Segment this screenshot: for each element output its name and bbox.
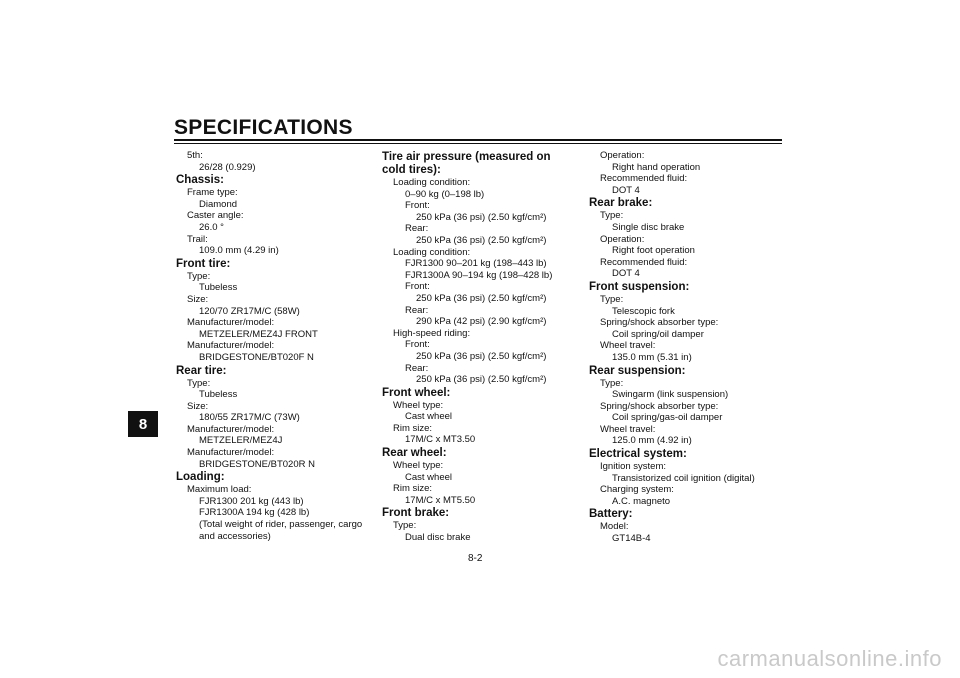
spec-label: Wheel type: xyxy=(393,460,444,472)
watermark: carmanualsonline.info xyxy=(717,646,942,671)
spec-value: Tubeless xyxy=(199,282,238,294)
spec-label: Spring/shock absorber type: xyxy=(600,400,719,412)
section-heading: Chassis: xyxy=(176,174,224,187)
spec-label: Recommended fluid: xyxy=(600,256,688,268)
spec-label: Frame type: xyxy=(187,187,238,199)
section-heading: Rear tire: xyxy=(176,364,227,377)
spec-value: Right foot operation xyxy=(612,245,695,257)
spec-label: Wheel type: xyxy=(393,399,444,411)
spec-label: Wheel travel: xyxy=(600,423,656,435)
section-heading: Battery: xyxy=(589,508,633,521)
spec-value: 180/55 ZR17M/C (73W) xyxy=(199,412,300,424)
page-number: 8-2 xyxy=(468,553,483,564)
spec-value: FJR1300A 90–194 kg (198–428 lb) xyxy=(405,269,553,281)
spec-value: 250 kPa (36 psi) (2.50 kgf/cm²) xyxy=(416,211,547,223)
spec-label: Loading condition: xyxy=(393,177,471,188)
spec-value: Diamond xyxy=(199,198,238,210)
spec-column-2 xyxy=(382,150,582,544)
spec-value: Dual disc brake xyxy=(405,532,471,544)
spec-value: Coil spring/oil damper xyxy=(612,328,704,340)
section-heading: Electrical system: xyxy=(589,448,687,461)
spec-value: 0–90 kg (0–198 lb) xyxy=(405,188,485,200)
spec-value: 250 kPa (36 psi) (2.50 kgf/cm²) xyxy=(416,292,547,304)
spec-value: 109.0 mm (4.29 in) xyxy=(199,245,279,257)
title-rule-thin xyxy=(174,143,782,144)
chapter-tab: 8 xyxy=(128,411,158,437)
section-heading: Tire air pressure (measured on cold tires): xyxy=(382,151,551,176)
section-heading: Front tire: xyxy=(176,257,231,270)
spec-label: Loading condition: xyxy=(393,246,471,258)
spec-label: Type: xyxy=(393,520,417,532)
spec-value: 125.0 mm (4.92 in) xyxy=(612,435,692,447)
spec-value: DOT 4 xyxy=(612,268,640,280)
spec-value: FJR1300 201 kg (443 lb) xyxy=(199,495,304,507)
spec-value: 120/70 ZR17M/C (58W) xyxy=(199,305,300,317)
spec-value: FJR1300 90–201 kg (198–443 lb) xyxy=(405,258,547,270)
spec-label: Type: xyxy=(600,210,624,222)
spec-value: Cast wheel xyxy=(405,471,452,483)
spec-value: 250 kPa (36 psi) (2.50 kgf/cm²) xyxy=(416,234,547,246)
spec-label: Maximum load: xyxy=(187,484,252,496)
spec-value: METZELER/MEZ4J xyxy=(199,435,283,447)
section-heading: Rear suspension: xyxy=(589,364,686,377)
spec-value: 26.0 ° xyxy=(199,221,224,233)
spec-label: Rear: xyxy=(405,362,429,374)
spec-label: Recommended fluid: xyxy=(600,173,688,185)
spec-value: 290 kPa (42 psi) (2.90 kgf/cm²) xyxy=(416,316,547,328)
spec-value: BRIDGESTONE/BT020R N xyxy=(199,458,315,470)
spec-label: Front: xyxy=(405,339,430,351)
spec-value: Telescopic fork xyxy=(612,305,675,317)
spec-value: BRIDGESTONE/BT020F N xyxy=(199,351,314,363)
spec-label: Rear: xyxy=(405,304,429,316)
spec-value: GT14B-4 xyxy=(612,533,651,545)
spec-label: Trail: xyxy=(187,233,208,245)
spec-value: Transistorized coil ignition (digital) xyxy=(612,472,755,484)
spec-value: 17M/C x MT3.50 xyxy=(405,434,476,446)
spec-label: Ignition system: xyxy=(600,461,666,473)
spec-value: Swingarm (link suspension) xyxy=(612,389,729,401)
section-heading: Loading: xyxy=(176,471,225,484)
spec-value: 17M/C x MT5.50 xyxy=(405,494,476,506)
spec-label: Type: xyxy=(187,270,211,282)
spec-label: 5th: xyxy=(187,150,203,161)
spec-value: 250 kPa (36 psi) (2.50 kgf/cm²) xyxy=(416,374,547,386)
spec-value: 135.0 mm (5.31 in) xyxy=(612,351,692,363)
spec-value: METZELER/MEZ4J FRONT xyxy=(199,328,318,340)
spec-label: Caster angle: xyxy=(187,210,244,222)
spec-value: Single disc brake xyxy=(612,221,685,233)
spec-value: 26/28 (0.929) xyxy=(199,161,256,173)
section-heading: Front wheel: xyxy=(382,386,451,399)
section-heading: Front brake: xyxy=(382,507,450,520)
spec-label: Rim size: xyxy=(393,422,433,434)
spec-label: Size: xyxy=(187,293,209,305)
spec-label: Rear: xyxy=(405,223,429,235)
spec-value: Tubeless xyxy=(199,389,238,401)
spec-label: Wheel travel: xyxy=(600,340,656,352)
spec-label: Model: xyxy=(600,521,629,533)
section-heading: Rear brake: xyxy=(589,197,653,210)
spec-value: Right hand operation xyxy=(612,161,701,173)
spec-column-3 xyxy=(589,150,789,545)
spec-label: Type: xyxy=(600,293,624,305)
spec-label: Charging system: xyxy=(600,484,674,496)
spec-value: Cast wheel xyxy=(405,411,452,423)
spec-label: Operation: xyxy=(600,150,645,161)
spec-label: Rim size: xyxy=(393,483,433,495)
spec-label: Manufacturer/model: xyxy=(187,447,275,459)
spec-label: Type: xyxy=(600,377,624,389)
spec-label: Spring/shock absorber type: xyxy=(600,317,719,329)
spec-value: Coil spring/gas-oil damper xyxy=(612,412,723,424)
spec-label: Front: xyxy=(405,281,430,293)
spec-label: Type: xyxy=(187,377,211,389)
spec-value: FJR1300A 194 kg (428 lb) xyxy=(199,507,310,519)
spec-value: (Total weight of rider, passenger, cargo and accessories) xyxy=(199,519,363,542)
section-heading: Front suspension: xyxy=(589,280,690,293)
spec-label: Manufacturer/model: xyxy=(187,423,275,435)
spec-value: A.C. magneto xyxy=(612,495,671,507)
spec-value: 250 kPa (36 psi) (2.50 kgf/cm²) xyxy=(416,350,547,362)
page-title: SPECIFICATIONS xyxy=(174,116,353,139)
title-rule-thick xyxy=(174,139,782,141)
spec-label: Manufacturer/model: xyxy=(187,340,275,352)
spec-label: Size: xyxy=(187,400,209,412)
spec-label: Front: xyxy=(405,200,430,212)
spec-label: Manufacturer/model: xyxy=(187,317,275,329)
spec-column-1 xyxy=(176,150,376,542)
spec-value: DOT 4 xyxy=(612,184,640,196)
spec-label: High-speed riding: xyxy=(393,327,471,339)
spec-label: Operation: xyxy=(600,233,645,245)
section-heading: Rear wheel: xyxy=(382,447,447,460)
